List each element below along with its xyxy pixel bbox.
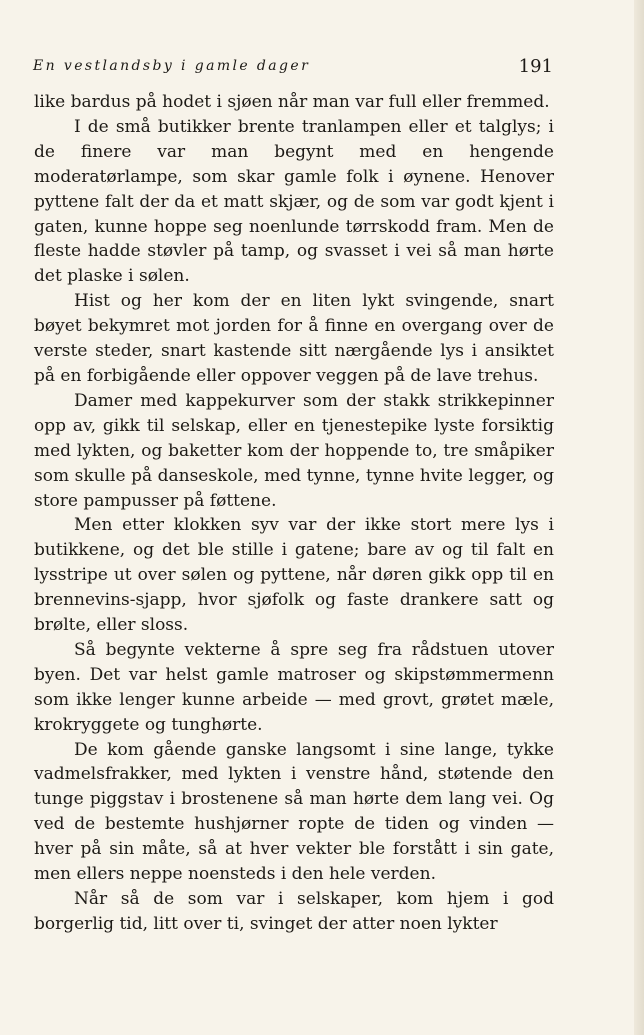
page-edge [634,0,644,1035]
running-head [33,56,553,82]
paragraph: Hist og her kom der en liten lykt svingende, snart bøyet bekymret mot jorden for å finne en overgang over de verste steder, snart kastende sitt nærgående lys i ansiktet på en forbigående eller oppover veggen på de lave trehus. [34,291,554,386]
paragraph: Når så de som var i selskaper, kom hjem i god borgerlig tid, litt over ti, svinget der atter noen lykter [34,889,554,934]
running-title: En vestlandsby i gamle dager [33,58,311,74]
body-text [34,90,554,937]
paragraph: Damer med kappekurver som der stakk strikkepinner opp av, gikk til selskap, eller en tjenestepike lyste forsiktig med lykten, og baketter kom der hoppende to, tre småpiker som skulle på danseskole, med tynne, tynne hvite legger, og store pampusser på føttene. [34,390,554,511]
paragraph-continuation: like bardus på hodet i sjøen når man var full eller fremmed. [34,92,550,112]
paragraph: Men etter klokken syv var der ikke stort mere lys i butikkene, og det ble stille i gatene; bare av og til falt en lysstripe ut over sølen og pyttene, når døren gikk opp til en brennevins-sjapp, hvor sjøfolk og faste drankere satt og brølte, eller sloss. [34,515,554,636]
paragraph: I de små butikker brente tranlampen eller et talglys; i de finere var man begynt med en hengende moderatørlampe, som skar gamle folk i øynene. Henover pyttene falt der da et matt skjær, og de som var godt kjent i gaten, kunne hoppe seg noenlunde tørrskodd fram. Men de fleste hadde støvler på tamp, og svasset i vei så man hørte det plaske i sølen. [34,116,554,287]
paragraph: De kom gående ganske langsomt i sine lange, tykke vadmelsfrakker, med lykten i venstre hånd, støtende den tunge piggstav i brostenene så man hørte dem lang vei. Og ved de bestemte hushjørner ropte de tiden og vinden — hver på sin måte, så at hver vekter ble forstått i sin gate, men ellers neppe noensteds i den hele verden. [34,739,554,885]
page-number: 191 [518,56,553,77]
paragraph: Så begynte vekterne å spre seg fra rådstuen utover byen. Det var helst gamle matroser og skipstømmermenn som ikke lenger kunne arbeide — med grovt, grøtet mæle, krokryggete og tunghørte. [34,639,554,735]
